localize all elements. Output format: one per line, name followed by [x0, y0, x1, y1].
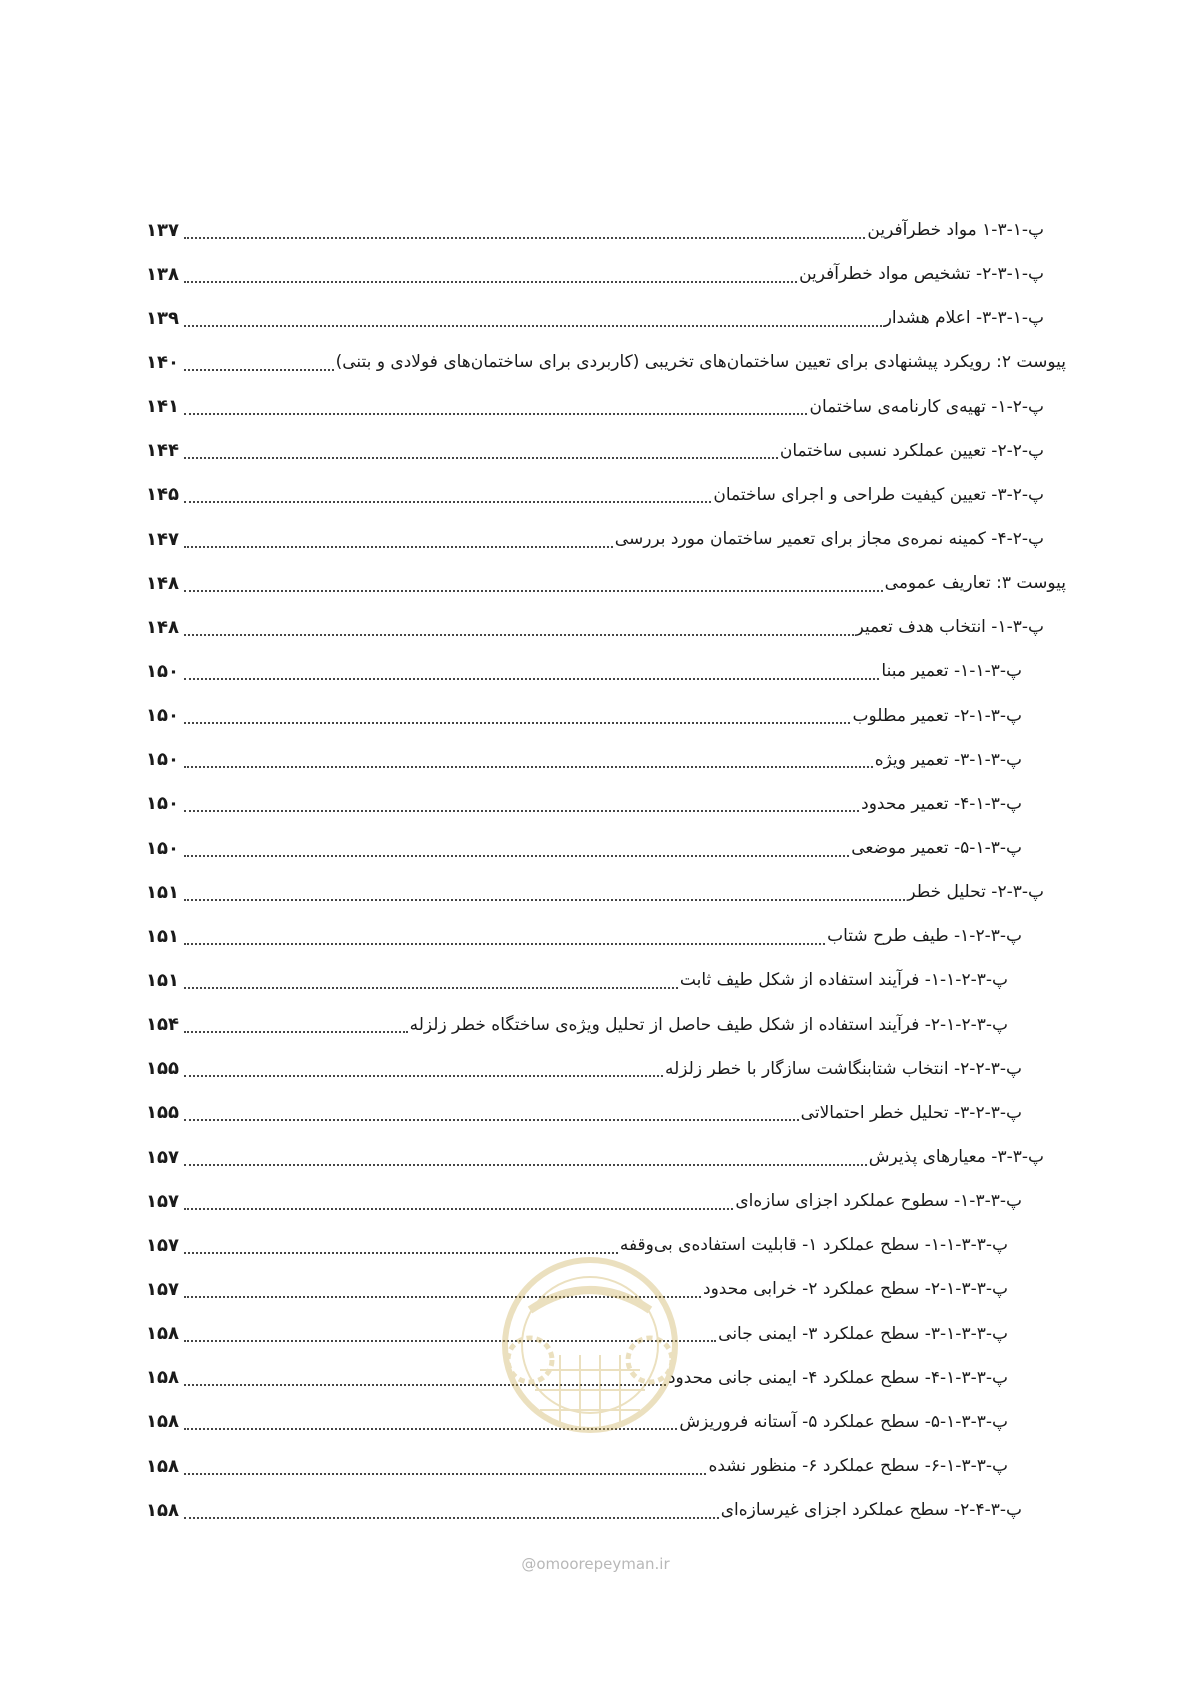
- toc-entry[interactable]: [146, 914, 1066, 958]
- dot-leader: [184, 986, 678, 989]
- dot-leader: [184, 280, 797, 283]
- toc-entry[interactable]: [146, 252, 1066, 296]
- toc-entry-page: ۱۵۰: [146, 793, 179, 815]
- watermark-site: @omoorepeyman.ir: [521, 1555, 670, 1573]
- toc-entry[interactable]: [146, 340, 1066, 384]
- toc-entry-page: ۱۵۷: [146, 1278, 179, 1300]
- toc-entry-page: ۱۴۴: [146, 440, 179, 462]
- toc-entry-page: ۱۴۷: [146, 528, 179, 550]
- dot-leader: [184, 324, 882, 327]
- dot-leader: [184, 589, 883, 592]
- toc-entry[interactable]: [146, 1488, 1066, 1532]
- dot-leader: [184, 545, 613, 548]
- dot-leader: [184, 1074, 663, 1077]
- toc-entry-page: ۱۵۸: [146, 1323, 179, 1345]
- toc-entry-title: پ-۲-۴- کمینه نمره‌ی مجاز برای تعمیر ساختمان مورد بررسی: [614, 529, 1044, 550]
- dot-leader: [184, 677, 879, 680]
- toc-entry-page: ۱۴۸: [146, 572, 179, 594]
- dot-leader: [184, 1163, 867, 1166]
- toc-entry-title: پ-۳-۱-۵- تعمیر موضعی: [851, 838, 1022, 859]
- toc-entry-page: ۱۵۷: [146, 1146, 179, 1168]
- dot-leader: [184, 368, 334, 371]
- toc-entry[interactable]: [146, 870, 1066, 914]
- dot-leader: [184, 1207, 733, 1210]
- toc-entry[interactable]: [146, 473, 1066, 517]
- toc-entry[interactable]: [146, 782, 1066, 826]
- toc-entry[interactable]: [146, 1179, 1066, 1223]
- toc-entry-title: پ-۲-۲- تعیین عملکرد نسبی ساختمان: [779, 440, 1044, 461]
- toc-entry-title: پ-۳-۲-۲- انتخاب شتابنگاشت سازگار با خطر زلزله: [665, 1058, 1022, 1079]
- toc-entry[interactable]: [146, 1047, 1066, 1091]
- toc-entry[interactable]: [146, 958, 1066, 1002]
- toc-entry[interactable]: [146, 1135, 1066, 1179]
- toc-entry-title: پ-۳-۳-۱-۵- سطح عملکرد ۵- آستانه فروریزش: [679, 1411, 1008, 1432]
- dot-leader: [184, 236, 865, 239]
- toc-entry-page: ۱۵۵: [146, 1058, 179, 1080]
- toc-entry-page: ۱۴۱: [146, 396, 179, 418]
- toc-entry-title: پ-۳-۱- انتخاب هدف تعمیر: [855, 617, 1044, 638]
- toc-entry-title: پ-۳-۴-۲- سطح عملکرد اجزای غیرسازه‌ای: [720, 1500, 1022, 1521]
- toc-entry-page: ۱۵۰: [146, 660, 179, 682]
- toc-entry[interactable]: [146, 208, 1066, 252]
- toc-entry-page: ۱۵۴: [146, 1014, 179, 1036]
- toc-entry-title: پ-۳-۳-۱-۳- سطح عملکرد ۳- ایمنی جانی: [718, 1323, 1008, 1344]
- dot-leader: [184, 1118, 799, 1121]
- toc-entry[interactable]: [146, 605, 1066, 649]
- toc-entry-title: پ-۳-۲-۳- تحلیل خطر احتمالاتی: [800, 1102, 1022, 1123]
- toc-entry-page: ۱۵۰: [146, 705, 179, 727]
- dot-leader: [184, 500, 711, 503]
- toc-entry-page: ۱۴۵: [146, 484, 179, 506]
- toc-entry-page: ۱۵۱: [146, 969, 179, 991]
- toc-entry[interactable]: [146, 649, 1066, 693]
- toc-entry-title: پ-۳-۳-۱-۲- سطح عملکرد ۲- خرابی محدود: [703, 1279, 1008, 1300]
- dot-leader: [184, 1472, 706, 1475]
- dot-leader: [184, 456, 778, 459]
- toc-entry-page: ۱۳۷: [146, 219, 179, 241]
- toc-entry-page: ۱۳۸: [146, 263, 179, 285]
- toc-entry-title: پ-۳-۳- معیارهای پذیرش: [868, 1147, 1044, 1168]
- toc-entry-title: پ-۲-۱- تهیه‌ی کارنامه‌ی ساختمان: [809, 396, 1044, 417]
- toc-entry[interactable]: [146, 694, 1066, 738]
- omoorepeyman-logo: [490, 1250, 690, 1460]
- toc-entry[interactable]: [146, 385, 1066, 429]
- toc-entry-page: ۱۴۰: [146, 351, 179, 373]
- dot-leader: [184, 942, 825, 945]
- toc-entry-page: ۱۵۰: [146, 749, 179, 771]
- toc-entry-title: پ-۲-۳- تعیین کیفیت طراحی و اجرای ساختمان: [713, 484, 1044, 505]
- dot-leader: [184, 854, 849, 857]
- toc-entry-page: ۱۵۷: [146, 1190, 179, 1212]
- toc-entry-title: پ-۳-۱-۳- تعمیر ویژه: [874, 749, 1022, 770]
- dot-leader: [184, 1030, 408, 1033]
- toc-entry-title: پ-۳-۳-۱-۱- سطح عملکرد ۱- قابلیت استفاده‌ی بی‌وقفه: [619, 1235, 1008, 1256]
- toc-entry-title: پیوست ۳: تعاریف عمومی: [884, 573, 1066, 594]
- toc-entry-page: ۱۳۹: [146, 307, 179, 329]
- toc-entry[interactable]: [146, 429, 1066, 473]
- dot-leader: [184, 898, 905, 901]
- toc-entry-page: ۱۵۸: [146, 1455, 179, 1477]
- dot-leader: [184, 1516, 719, 1519]
- toc-entry-page: ۱۵۰: [146, 837, 179, 859]
- dot-leader: [184, 721, 850, 724]
- toc-entry-title: پ-۳-۲-۱- طیف طرح شتاب: [827, 926, 1022, 947]
- toc-entry-title: پ-۳-۳-۱-۴- سطح عملکرد ۴- ایمنی جانی محدود: [667, 1367, 1008, 1388]
- toc-entry[interactable]: [146, 738, 1066, 782]
- toc-entry-page: ۱۵۸: [146, 1499, 179, 1521]
- toc-entry-title: پ-۳-۳-۱-۶- سطح عملکرد ۶- منظور نشده: [708, 1456, 1008, 1476]
- toc-entry-title: پ-۳-۱-۲- تعمیر مطلوب: [852, 705, 1022, 726]
- toc-entry-page: ۱۵۸: [146, 1411, 179, 1433]
- dot-leader: [184, 633, 854, 636]
- toc-entry-title: پ-۱-۳-۲- تشخیص مواد خطرآفرین: [799, 264, 1044, 285]
- toc-entry-title: پ-۳-۱-۴- تعمیر محدود: [861, 793, 1022, 814]
- toc-entry[interactable]: [146, 1003, 1066, 1047]
- toc-entry-page: ۱۵۸: [146, 1367, 179, 1389]
- toc-entry-title: پ-۳-۱-۱- تعمیر مبنا: [881, 661, 1022, 682]
- toc-entry-title: پ-۳-۳-۱- سطوح عملکرد اجزای سازه‌ای: [735, 1191, 1022, 1212]
- toc-entry-page: ۱۵۷: [146, 1234, 179, 1256]
- dot-leader: [184, 765, 873, 768]
- toc-entry-title: پیوست ۲: رویکرد پیشنهادی برای تعیین ساختمان‌های تخریبی (کاربردی برای ساختمان‌های فولادی و بتنی): [335, 352, 1066, 373]
- toc-entry[interactable]: [146, 517, 1066, 561]
- toc-entry[interactable]: [146, 826, 1066, 870]
- toc-entry[interactable]: [146, 1091, 1066, 1135]
- toc-entry[interactable]: [146, 561, 1066, 605]
- toc-entry-page: ۱۵۵: [146, 1102, 179, 1124]
- toc-entry-page: ۱۵۱: [146, 925, 179, 947]
- dot-leader: [184, 809, 859, 812]
- dot-leader: [184, 412, 807, 415]
- toc-entry-title: پ-۳-۲-۱-۲- فرآیند استفاده از شکل طیف حاصل از تحلیل ویژه‌ی ساختگاه خطر زلزله: [409, 1014, 1008, 1035]
- toc-entry-page: ۱۴۸: [146, 616, 179, 638]
- toc-entry-title: پ-۱-۳-۳- اعلام هشدار: [883, 308, 1044, 329]
- toc-entry-title: پ-۳-۲- تحلیل خطر: [907, 882, 1044, 903]
- toc-entry-title: پ-۱-۳-۱ مواد خطرآفرین: [867, 220, 1044, 241]
- toc-entry-title: پ-۳-۲-۱-۱- فرآیند استفاده از شکل طیف ثابت: [679, 970, 1008, 991]
- toc-entry-page: ۱۵۱: [146, 881, 179, 903]
- toc-entry[interactable]: [146, 296, 1066, 340]
